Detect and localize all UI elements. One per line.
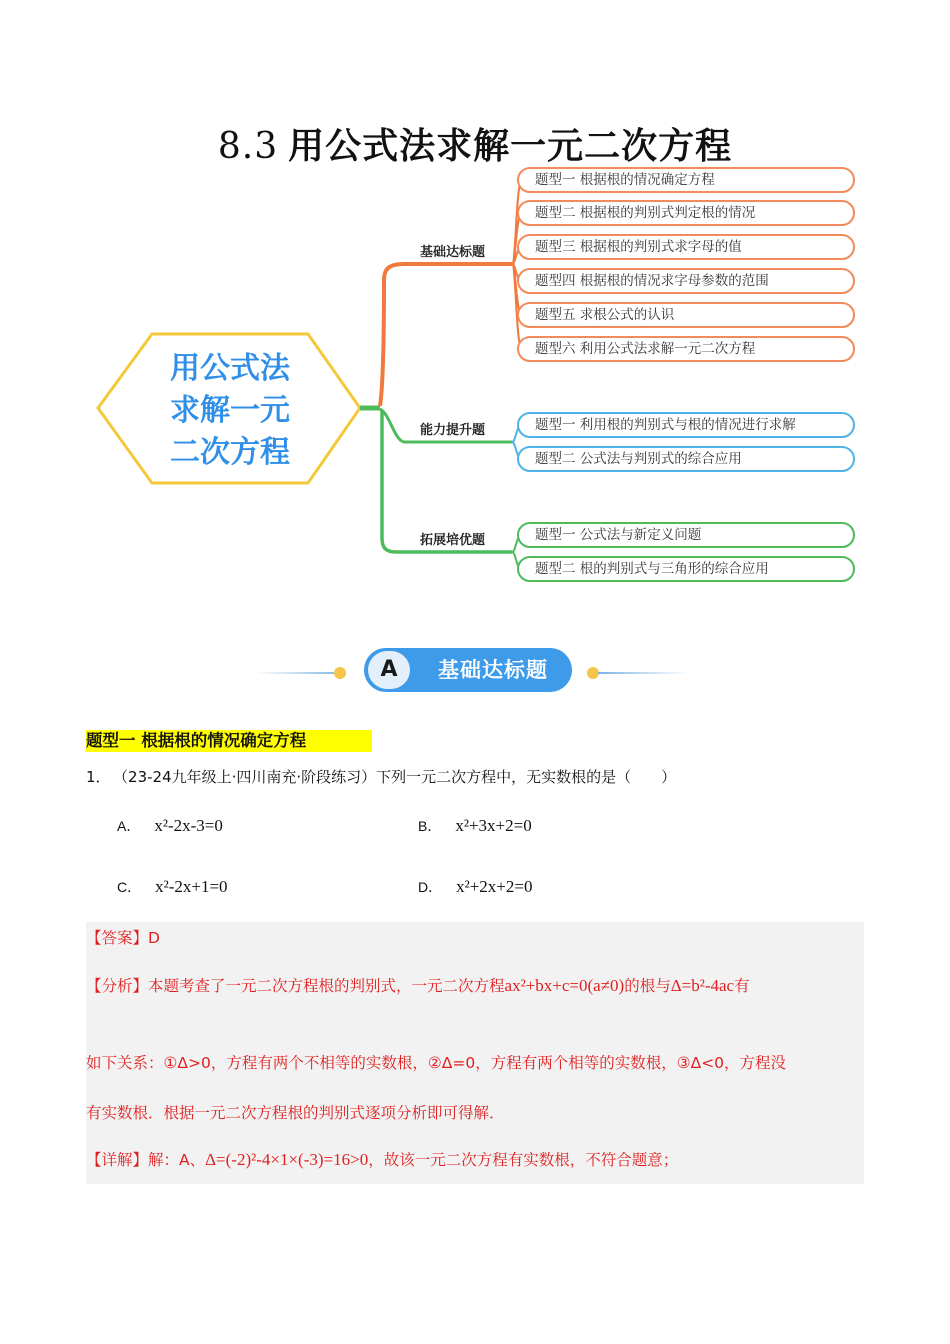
center-line-2: 求解一元	[170, 393, 290, 428]
node-basic-2: 题型二 根据根的判别式判定根的情况	[517, 200, 855, 226]
banner-label: 基础达标题	[438, 658, 548, 682]
option-a-letter: A．	[117, 818, 141, 834]
detail-line	[86, 1148, 678, 1170]
option-d	[418, 877, 532, 897]
option-b-expr: x²+3x+2=0	[455, 816, 532, 835]
banner-badge: A	[368, 651, 410, 689]
mind-map-connectors	[0, 0, 950, 600]
center-line-1: 用公式法	[170, 351, 290, 386]
center-topic	[130, 348, 330, 474]
section-heading: 题型一 根据根的情况确定方程	[86, 730, 372, 752]
analysis-equation: ax²+bx+c=0(a≠0)	[504, 976, 625, 995]
node-ability-2: 题型二 公式法与判别式的综合应用	[517, 446, 855, 472]
detail-prefix: 解：A、	[148, 1151, 206, 1169]
question-text: 下列一元二次方程中，无实数根的是（ ）	[376, 768, 677, 786]
detail-tag: 【详解】	[86, 1151, 149, 1169]
node-basic-4: 题型四 根据根的情况求字母参数的范围	[517, 268, 855, 294]
node-basic-1: 题型一 根据根的情况确定方程	[517, 167, 855, 193]
mind-map	[0, 0, 950, 600]
node-extend-2: 题型二 根的判别式与三角形的综合应用	[517, 556, 855, 582]
center-line-3: 二次方程	[170, 435, 290, 470]
banner-line-right	[598, 672, 688, 674]
node-ability-1: 题型一 利用根的判别式与根的情况进行求解	[517, 412, 855, 438]
analysis-text-1e: 有	[734, 977, 750, 995]
option-d-letter: D．	[418, 879, 443, 895]
branch-label-basic: 基础达标题	[420, 245, 486, 260]
branch-label-extend: 拓展培优题	[420, 533, 486, 548]
option-c	[117, 877, 228, 897]
node-basic-6: 题型六 利用公式法求解一元二次方程	[517, 336, 855, 362]
option-b-letter: B．	[418, 818, 442, 834]
analysis-text-1c: 的根与	[624, 977, 671, 995]
node-basic-5: 题型五 求根公式的认识	[517, 302, 855, 328]
answer-line: 【答案】D	[86, 929, 160, 947]
option-c-letter: C．	[117, 879, 142, 895]
title-number: 8.3	[217, 126, 279, 167]
option-a	[117, 816, 223, 836]
node-extend-1: 题型一 公式法与新定义问题	[517, 522, 855, 548]
question-stem	[86, 766, 676, 787]
detail-expr: Δ=(-2)²-4×1×(-3)=16>0	[205, 1150, 369, 1169]
detail-suffix: ，故该一元二次方程有实数根，不符合题意；	[368, 1151, 679, 1169]
banner-line-left	[256, 672, 344, 674]
analysis-line-3: 有实数根．根据一元二次方程根的判别式逐项分析即可得解．	[86, 1104, 505, 1122]
question-number: 1．	[86, 768, 111, 786]
option-c-expr: x²-2x+1=0	[155, 877, 228, 896]
banner-dot-left	[334, 667, 346, 679]
analysis-tag: 【分析】	[86, 977, 149, 995]
question-source: （23-24九年级上·四川南充·阶段练习）	[120, 768, 377, 786]
option-b	[418, 816, 532, 836]
analysis-discriminant: Δ=b²-4ac	[670, 976, 735, 995]
branch-label-ability: 能力提升题	[420, 423, 486, 438]
node-basic-3: 题型三 根据根的判别式求字母的值	[517, 234, 855, 260]
branch-connector-1	[380, 264, 512, 406]
analysis-line-2: 如下关系：①Δ>0，方程有两个不相等的实数根，②Δ=0，方程有两个相等的实数根，③Δ<0，方程没	[86, 1054, 787, 1072]
analysis-line-1	[86, 974, 750, 996]
option-d-expr: x²+2x+2=0	[456, 877, 533, 896]
title-text: 用公式法求解一元二次方程	[288, 126, 733, 167]
analysis-text-1a: 本题考查了一元二次方程根的判别式，一元二次方程	[148, 977, 505, 995]
option-a-expr: x²-2x-3=0	[154, 816, 223, 835]
